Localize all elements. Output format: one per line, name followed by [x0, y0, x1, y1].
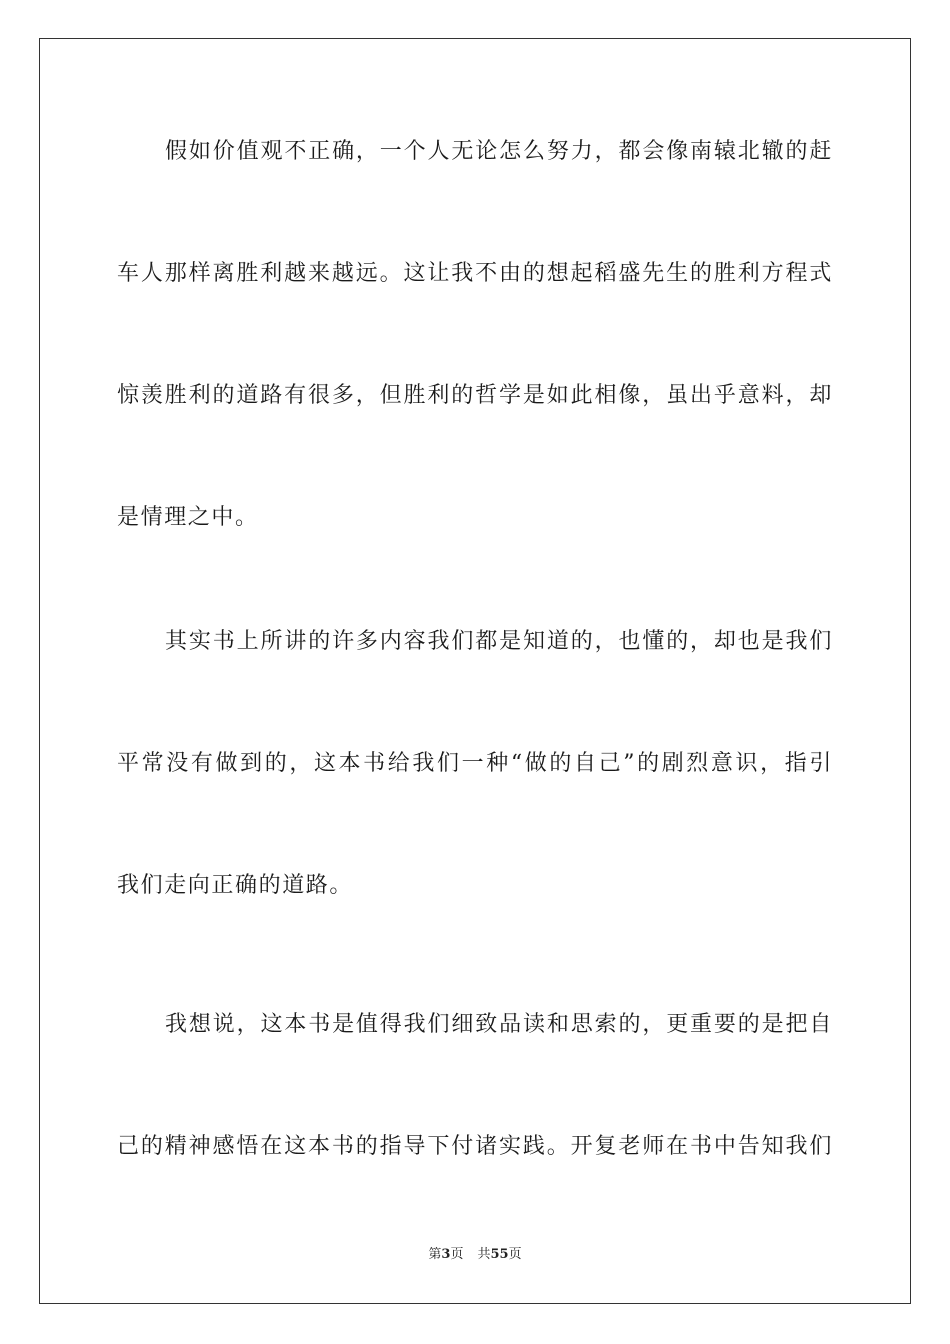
- total-prefix: 共: [477, 1247, 491, 1262]
- paragraph-1-line-4: 是情理之中。: [117, 505, 259, 530]
- page-number: 3: [441, 1247, 451, 1262]
- page-prefix: 第: [428, 1247, 442, 1262]
- total-suffix: 页: [508, 1247, 522, 1262]
- page-suffix: 页: [450, 1247, 464, 1262]
- paragraph-3-line-1: 我想说，这本书是值得我们细致品读和思索的，更重要的是把自: [165, 1012, 833, 1037]
- paragraph-2-line-1: 其实书上所讲的许多内容我们都是知道的，也懂的，却也是我们: [165, 629, 833, 654]
- paragraph-2-line-3: 我们走向正确的道路。: [117, 873, 354, 898]
- paragraph-2-line-2: 平常没有做到的，这本书给我们一种“做的自己”的剧烈意识，指引: [117, 751, 833, 776]
- paragraph-1-line-1: 假如价值观不正确，一个人无论怎么努力，都会像南辕北辙的赶: [165, 139, 833, 164]
- page-border: [39, 38, 911, 1304]
- page-footer: [0, 1246, 950, 1264]
- paragraph-1-line-3: 惊羡胜利的道路有很多，但胜利的哲学是如此相像，虽出乎意料，却: [117, 383, 833, 408]
- total-pages: 55: [490, 1247, 509, 1262]
- paragraph-1-line-2: 车人那样离胜利越来越远。这让我不由的想起稻盛先生的胜利方程式: [117, 261, 833, 286]
- paragraph-3-line-2: 己的精神感悟在这本书的指导下付诸实践。开复老师在书中告知我们: [117, 1134, 833, 1159]
